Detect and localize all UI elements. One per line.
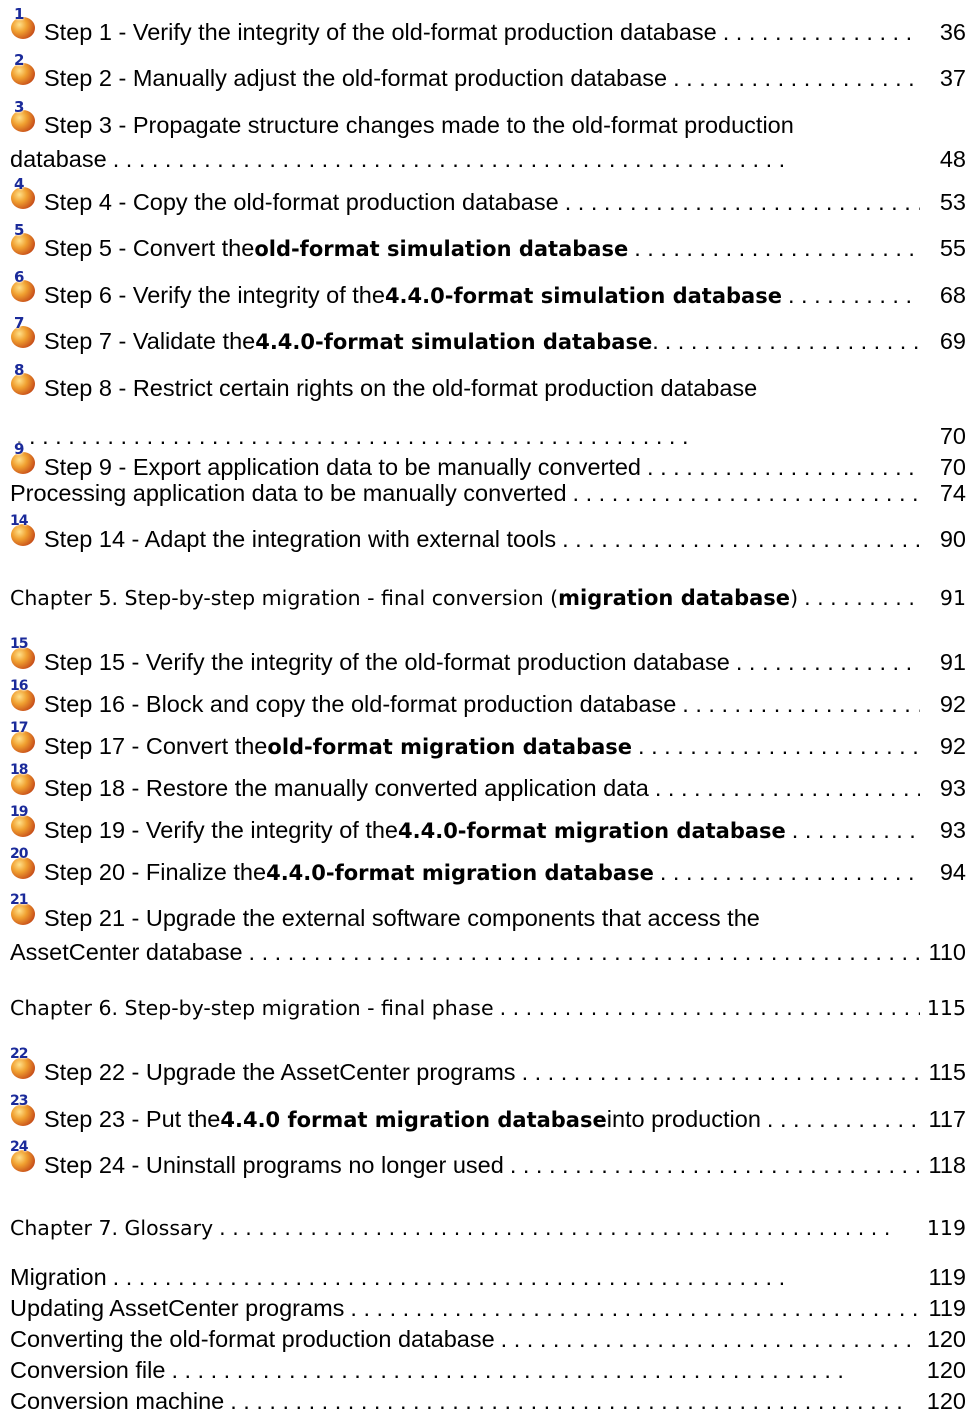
toc-entry[interactable] — [10, 678, 966, 719]
step-number-icon — [10, 846, 38, 880]
toc-entry[interactable] — [10, 513, 966, 554]
entry-first-line — [10, 361, 966, 403]
entry-second-line — [10, 144, 966, 174]
entry-line — [10, 762, 966, 803]
entry-text: Step 2 - Manually adjust the old-format production database — [44, 65, 668, 91]
step-number-icon — [10, 440, 38, 475]
step-number-icon — [10, 513, 38, 547]
step-number-label: 8 — [14, 361, 25, 379]
entry-line — [10, 1213, 966, 1243]
entry-text-bold: old-format migration database — [267, 735, 633, 759]
page-number: 93 — [939, 817, 966, 843]
step-number-icon — [10, 5, 38, 40]
toc-entry[interactable] — [10, 440, 966, 482]
page-number: 119 — [926, 1216, 966, 1240]
entry-text: Step 20 - Finalize the — [44, 859, 267, 885]
page-number: 55 — [939, 235, 966, 261]
entry-text-bold: old-format simulation database — [254, 237, 629, 261]
toc-entry[interactable] — [10, 762, 966, 803]
toc-entry[interactable] — [10, 1386, 966, 1416]
entry-text-bold: migration database — [558, 586, 791, 610]
page-number: 70 — [939, 423, 966, 449]
entry-line — [10, 1139, 966, 1180]
entry-line — [10, 846, 966, 888]
entry-text: Step 1 - Verify the integrity of the old-format production database — [44, 19, 717, 45]
step-number-icon — [10, 1046, 38, 1080]
dot-leader — [522, 1057, 920, 1087]
toc-entry[interactable] — [10, 583, 966, 613]
toc-entry[interactable] — [10, 720, 966, 762]
toc-entry[interactable] — [10, 1139, 966, 1180]
page-number: 120 — [926, 1388, 966, 1414]
entry-second-line — [10, 937, 966, 967]
entry-text: Step 21 - Upgrade the external software components that access the — [44, 905, 760, 931]
step-number-label: 21 — [10, 892, 28, 908]
step-number-icon — [10, 314, 38, 349]
entry-first-line — [10, 892, 966, 933]
step-number-icon — [10, 804, 38, 838]
entry-text-continued: database — [10, 146, 107, 172]
page-number: 36 — [939, 19, 966, 45]
entry-text-suffix: into production — [606, 1106, 761, 1132]
toc-entry[interactable] — [10, 221, 966, 264]
entry-text-bold: 4.4.0-format simulation database — [384, 284, 782, 308]
dot-leader — [573, 478, 920, 508]
step-number-icon — [10, 51, 38, 86]
dot-leader — [510, 1150, 920, 1180]
page-number: 115 — [928, 1059, 966, 1085]
entry-text: Step 3 - Propagate structure changes made to the old-format production — [44, 112, 794, 138]
entry-text: Step 9 - Export application data to be manually converted — [44, 454, 642, 480]
step-number-label: 14 — [10, 513, 28, 529]
step-number-icon — [10, 1093, 38, 1127]
page-number: 92 — [939, 733, 966, 759]
entry-text-suffix: . — [652, 328, 659, 354]
dot-leader — [565, 187, 920, 217]
dot-leader — [665, 326, 920, 356]
entry-text-bold: 4.4.0-format migration database — [266, 861, 654, 885]
entry-line — [10, 1324, 966, 1354]
step-number-label: 5 — [14, 221, 25, 239]
entry-line — [10, 583, 966, 613]
entry-line — [10, 1046, 966, 1087]
dot-leader — [230, 1386, 920, 1416]
entry-line — [10, 993, 966, 1023]
toc-entry[interactable] — [10, 478, 966, 508]
entry-line — [10, 513, 966, 554]
step-number-label: 6 — [14, 268, 25, 286]
entry-text: Processing application data to be manually converted — [10, 480, 567, 506]
page-number: 70 — [939, 454, 966, 480]
entry-line — [10, 1293, 966, 1323]
entry-text: Chapter 7. Glossary — [10, 1216, 214, 1240]
page-number: 115 — [926, 996, 966, 1020]
page-number: 91 — [939, 586, 966, 610]
page-number: 74 — [939, 480, 966, 506]
dot-leader — [350, 1293, 920, 1323]
step-number-icon — [10, 892, 38, 926]
dot-leader — [767, 1104, 920, 1134]
dot-leader — [634, 233, 920, 263]
entry-line — [10, 678, 966, 719]
dot-leader — [655, 773, 920, 803]
toc-entry[interactable] — [10, 268, 966, 311]
step-number-label: 15 — [10, 636, 28, 652]
step-number-icon — [10, 98, 38, 133]
entry-text: Step 22 - Upgrade the AssetCenter programs — [44, 1059, 516, 1085]
dot-leader — [113, 1262, 920, 1292]
step-number-label: 4 — [14, 175, 25, 193]
entry-text: Chapter 5. Step-by-step migration - final conversion ( — [10, 586, 559, 610]
step-number-icon — [10, 221, 38, 256]
page-number: 92 — [939, 691, 966, 717]
entry-text: Step 5 - Convert the — [44, 235, 255, 261]
entry-text-bold: 4.4.0 format migration database — [220, 1108, 607, 1132]
step-number-icon — [10, 636, 38, 670]
toc-entry[interactable] — [10, 314, 966, 357]
dot-leader — [638, 731, 920, 761]
toc-entry[interactable] — [10, 1355, 966, 1385]
entry-line — [10, 1093, 966, 1135]
toc-entry[interactable] — [10, 1293, 966, 1323]
entry-line — [10, 51, 966, 93]
step-number-label: 17 — [10, 720, 28, 736]
page-number: 94 — [939, 859, 966, 885]
entry-line — [10, 314, 966, 357]
page-number: 48 — [939, 146, 966, 172]
step-number-label: 3 — [14, 98, 25, 116]
step-number-label: 19 — [10, 804, 28, 820]
entry-line — [10, 1386, 966, 1416]
page-number: 118 — [928, 1152, 966, 1178]
toc-entry[interactable] — [10, 1046, 966, 1087]
step-number-label: 16 — [10, 678, 28, 694]
page-number: 120 — [926, 1357, 966, 1383]
dot-leader — [562, 524, 920, 554]
entry-text: Conversion file — [10, 1357, 166, 1383]
step-number-label: 23 — [10, 1093, 28, 1109]
toc-entry[interactable] — [10, 804, 966, 846]
toc-entry[interactable] — [10, 1262, 966, 1292]
entry-line — [10, 804, 966, 846]
page-number: 91 — [939, 649, 966, 675]
entry-line — [10, 440, 966, 482]
dot-leader — [660, 857, 920, 887]
step-number-label: 18 — [10, 762, 28, 778]
entry-text: Chapter 6. Step-by-step migration - final phase — [10, 996, 494, 1020]
entry-text-bold: 4.4.0-format migration database — [398, 819, 786, 843]
step-number-icon — [10, 175, 38, 210]
entry-line — [10, 268, 966, 311]
toc-entry[interactable] — [10, 5, 966, 47]
dot-leader — [113, 144, 920, 174]
toc-entry[interactable] — [10, 1213, 966, 1243]
toc-entry[interactable] — [10, 993, 966, 1023]
step-number-icon — [10, 268, 38, 303]
entry-line — [10, 636, 966, 677]
page-number: 68 — [939, 282, 966, 308]
dot-leader — [723, 17, 920, 47]
toc-entry[interactable] — [10, 636, 966, 677]
entry-line — [10, 1355, 966, 1385]
entry-text: Migration — [10, 1264, 107, 1290]
entry-line — [10, 720, 966, 762]
entry-line — [10, 221, 966, 264]
step-number-label: 7 — [14, 314, 25, 332]
entry-text: Step 17 - Convert the — [44, 733, 268, 759]
toc-entry[interactable] — [10, 846, 966, 888]
step-number-label: 24 — [10, 1139, 28, 1155]
step-number-label: 9 — [14, 440, 25, 458]
page-number: 90 — [939, 526, 966, 552]
dot-leader — [171, 1355, 920, 1385]
dot-leader — [804, 583, 920, 613]
dot-leader — [501, 1324, 920, 1354]
entry-text: Step 14 - Adapt the integration with external tools — [44, 526, 557, 552]
entry-text: Step 19 - Verify the integrity of the — [44, 817, 399, 843]
dot-leader — [682, 689, 920, 719]
page-number: 120 — [926, 1326, 966, 1352]
entry-text: Step 8 - Restrict certain rights on the old-format production database — [44, 375, 758, 401]
page-number: 119 — [928, 1295, 966, 1321]
entry-text: Step 16 - Block and copy the old-format production database — [44, 691, 677, 717]
step-number-icon — [10, 1139, 38, 1173]
entry-text-suffix: ) — [790, 586, 799, 610]
entry-text-bold: 4.4.0-format simulation database — [255, 330, 653, 354]
toc-entry[interactable] — [10, 1093, 966, 1135]
dot-leader — [736, 647, 920, 677]
page-number: 69 — [939, 328, 966, 354]
toc-entry[interactable] — [10, 51, 966, 93]
dot-leader — [219, 1213, 920, 1243]
toc-entry[interactable] — [10, 361, 966, 451]
entry-line — [10, 1262, 966, 1292]
page-number: 93 — [939, 775, 966, 801]
page-number: 37 — [939, 65, 966, 91]
page-number: 119 — [928, 1264, 966, 1290]
toc-entry[interactable] — [10, 98, 966, 174]
step-number-icon — [10, 361, 38, 396]
page-number: 117 — [928, 1106, 966, 1132]
entry-text: Step 24 - Uninstall programs no longer used — [44, 1152, 504, 1178]
toc-entry[interactable] — [10, 1324, 966, 1354]
entry-text: Conversion machine — [10, 1388, 225, 1414]
entry-text-continued: AssetCenter database — [10, 939, 243, 965]
step-number-label: 1 — [14, 5, 25, 23]
toc-entry[interactable] — [10, 175, 966, 217]
entry-text: Updating AssetCenter programs — [10, 1295, 345, 1321]
entry-line — [10, 5, 966, 47]
step-number-label: 22 — [10, 1046, 28, 1062]
entry-first-line — [10, 98, 966, 140]
toc-entry[interactable] — [10, 892, 966, 967]
dot-leader — [249, 937, 920, 967]
step-number-icon — [10, 762, 38, 796]
step-number-label: 20 — [10, 846, 28, 862]
entry-text: Step 18 - Restore the manually converted application data — [44, 775, 649, 801]
entry-text: Step 23 - Put the — [44, 1106, 221, 1132]
step-number-icon — [10, 720, 38, 754]
entry-text: Step 4 - Copy the old-format production database — [44, 189, 559, 215]
dot-leader — [788, 280, 920, 310]
entry-line — [10, 175, 966, 217]
dot-leader — [673, 63, 920, 93]
entry-text: Converting the old-format production database — [10, 1326, 495, 1352]
entry-text: Step 6 - Verify the integrity of the — [44, 282, 385, 308]
dot-leader — [792, 815, 920, 845]
page-number: 110 — [928, 939, 966, 965]
step-number-label: 2 — [14, 51, 25, 69]
entry-text: Step 15 - Verify the integrity of the old-format production database — [44, 649, 730, 675]
dot-leader — [500, 993, 920, 1023]
entry-line — [10, 478, 966, 508]
entry-text: Step 7 - Validate the — [44, 328, 256, 354]
page-number: 53 — [939, 189, 966, 215]
step-number-icon — [10, 678, 38, 712]
